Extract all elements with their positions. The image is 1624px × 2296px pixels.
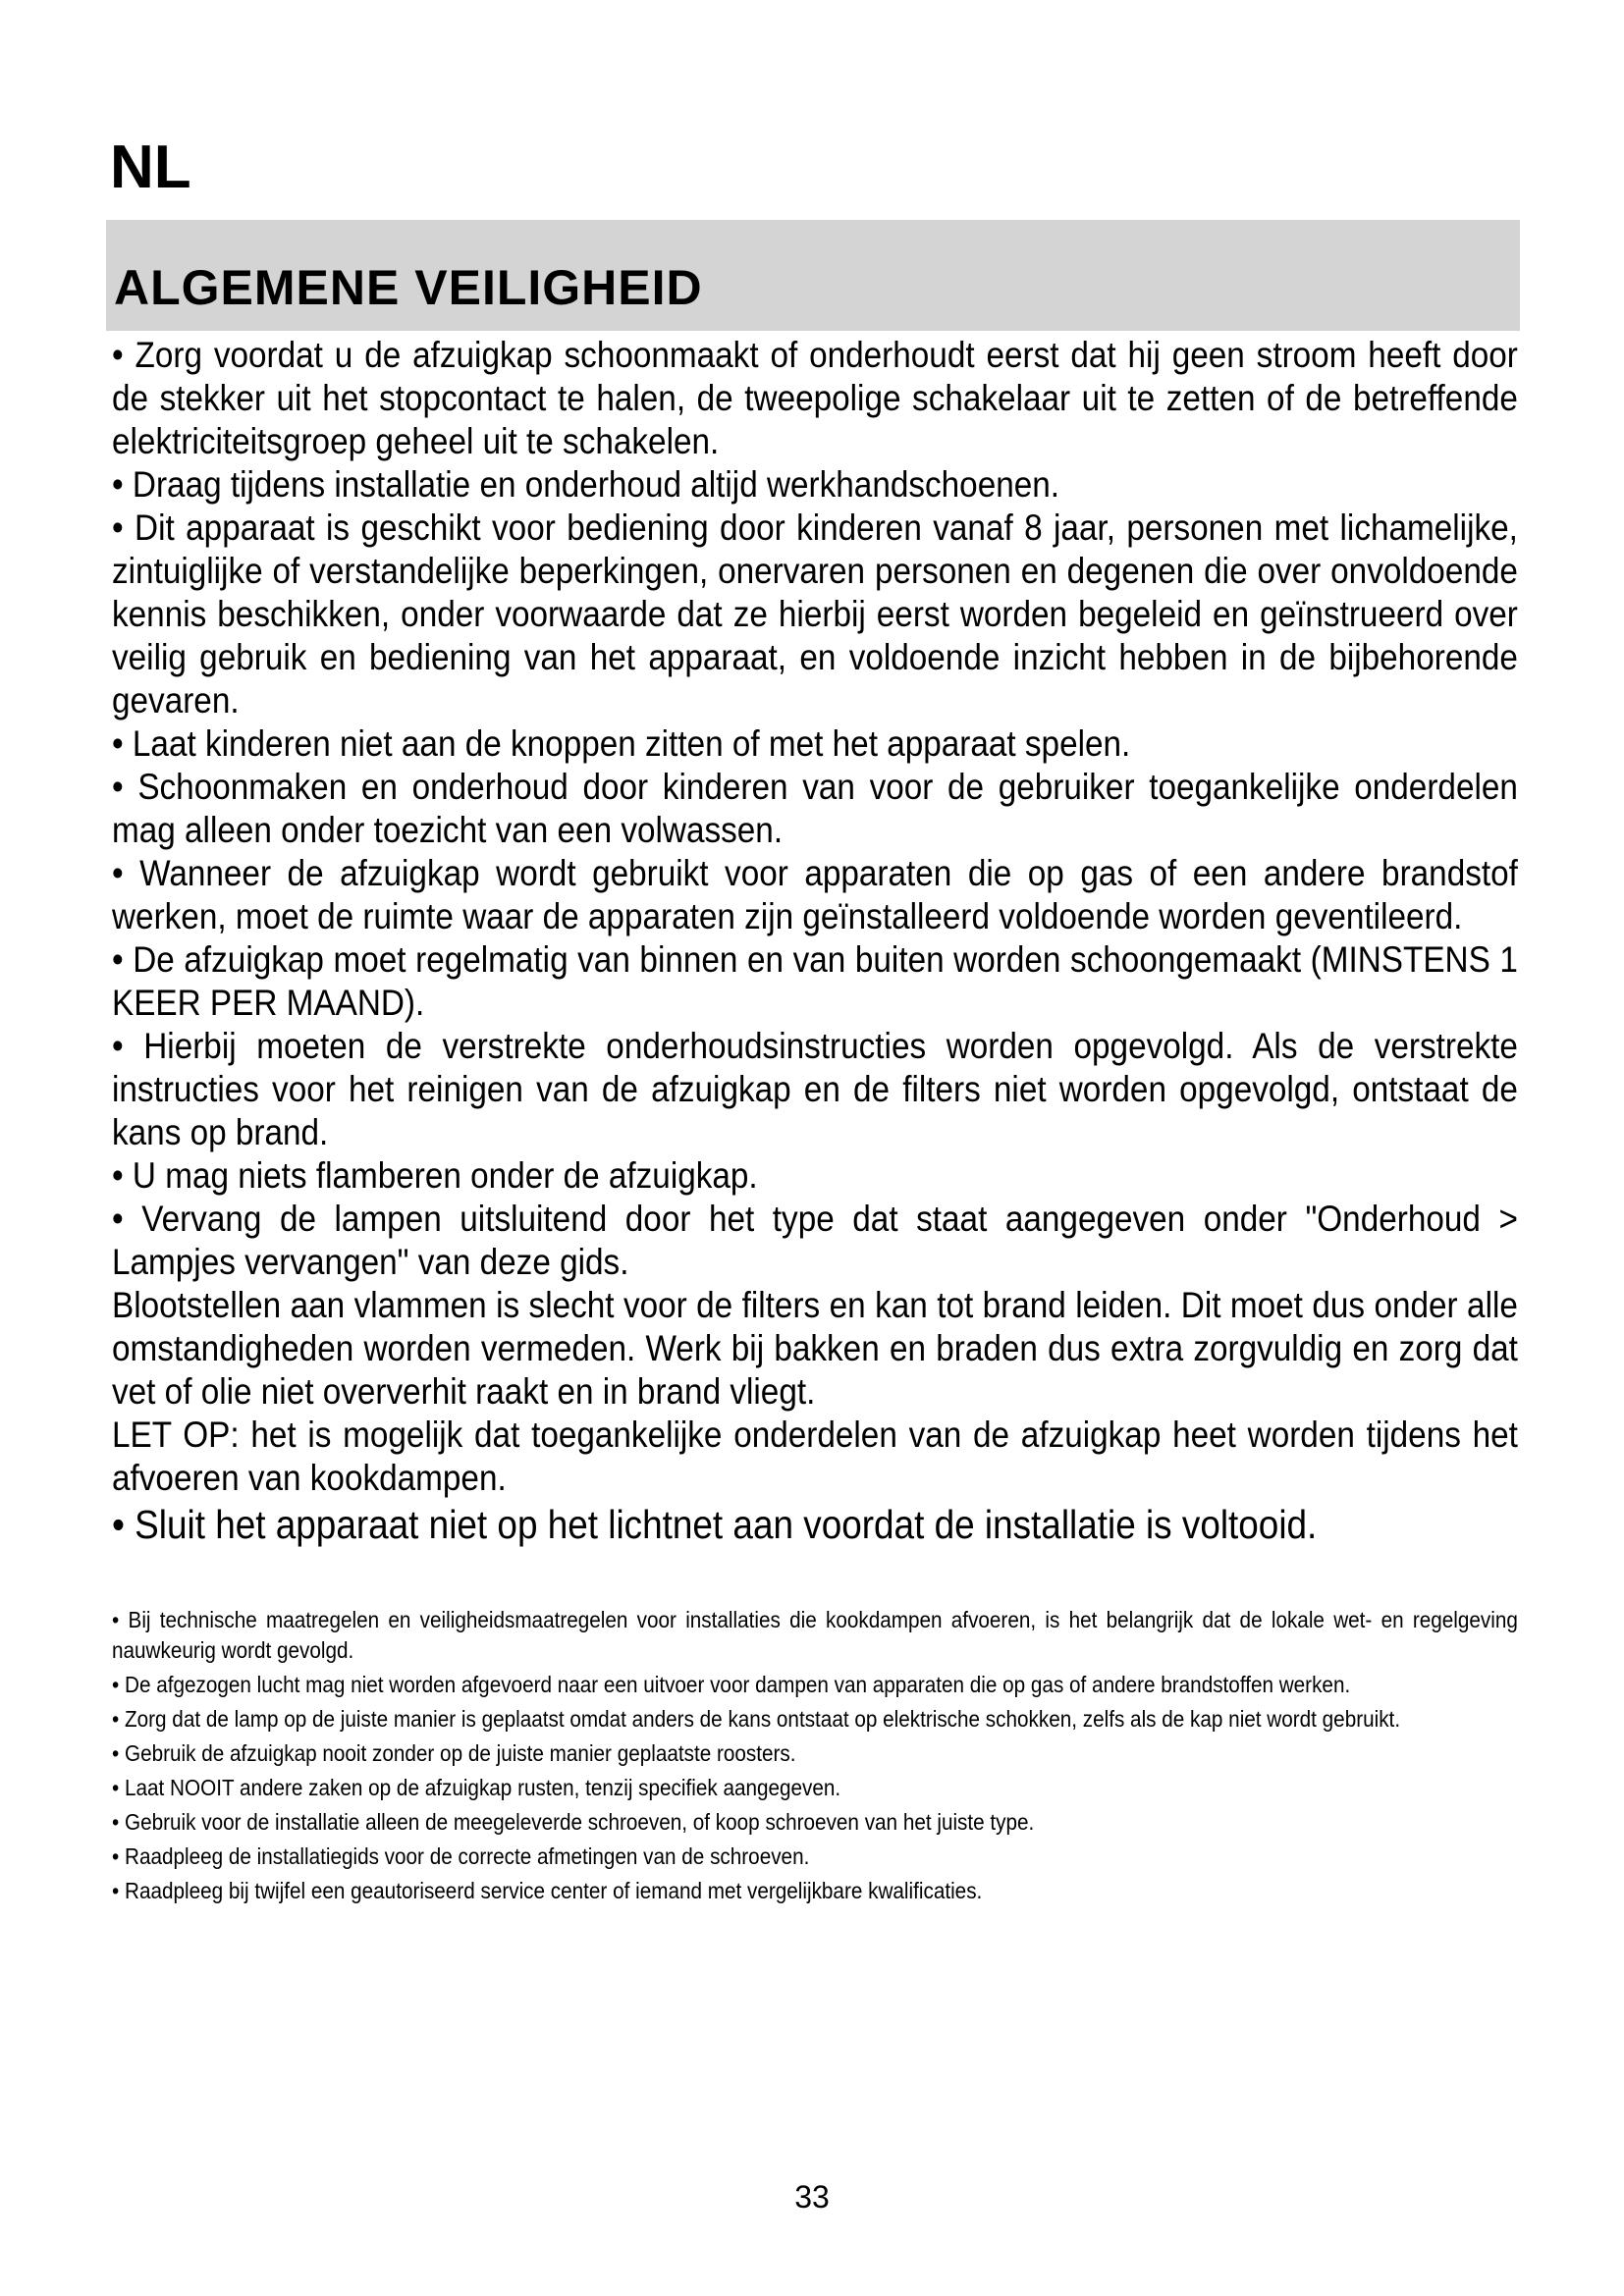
paragraph: • Laat kinderen niet aan de knoppen zitten of met het apparaat spelen.	[112, 723, 1131, 764]
small-paragraph: • Raadpleeg bij twijfel een geautoriseerd service center of iemand met vergelijkbare kwalificaties.	[112, 1878, 983, 1903]
paragraph: • Zorg voordat u de afzuigkap schoonmaakt of onderhoudt eerst dat hij geen stroom heeft door de stekker uit het stopcontact te halen, de tweepolige schakelaar uit te zetten of de betreffende elektriciteitsgroep geheel uit te schakelen.	[112, 335, 1518, 461]
paragraph: • Schoonmaken en onderhoud door kinderen van voor de gebruiker toegankelijke onderdelen mag alleen onder toezicht van een volwassen.	[112, 767, 1518, 850]
paragraph: Blootstellen aan vlammen is slecht voor de filters en kan tot brand leiden. Dit moet dus onder alle omstandigheden worden vermeden. Werk bij bakken en braden dus extra zorgvuldig en zorg dat vet of olie niet oververhit raakt en in brand vliegt.	[112, 1285, 1518, 1412]
paragraph: • U mag niets flamberen onder de afzuigkap.	[112, 1155, 758, 1196]
language-code: NL	[110, 133, 191, 201]
paragraph: • Draag tijdens installatie en onderhoud altijd werkhandschoenen.	[112, 464, 1060, 505]
small-paragraph: • Raadpleeg de installatiegids voor de correcte afmetingen van de schroeven.	[112, 1843, 810, 1869]
paragraph: • De afzuigkap moet regelmatig van binnen en van buiten worden schoongemaakt (MINSTENS 1 KEER PER MAAND).	[112, 939, 1518, 1023]
paragraph: • Dit apparaat is geschikt voor bediening door kinderen vanaf 8 jaar, personen met lichamelijke, zintuiglijke of verstandelijke beperkingen, onervaren personen en degenen die over onvoldoende kennis beschikken, onder voorwaarde dat ze hierbij eerst worden begeleid en geïnstrueerd over veilig gebruik en bediening van het apparaat, en voldoende inzicht hebben in de bijbehorende gevaren.	[112, 507, 1518, 721]
small-paragraph: • De afgezogen lucht mag niet worden afgevoerd naar een uitvoer voor dampen van apparaten die op gas of andere brandstoffen werken.	[112, 1672, 1351, 1697]
small-paragraph: • Gebruik de afzuigkap nooit zonder op de juiste manier geplaatste roosters.	[112, 1740, 796, 1766]
paragraph: LET OP: het is mogelijk dat toegankelijke onderdelen van de afzuigkap heet worden tijdens het afvoeren van kookdampen.	[112, 1415, 1518, 1498]
main-safety-text	[112, 334, 1518, 1549]
paragraph: • Hierbij moeten de verstrekte onderhoudsinstructies worden opgevolgd. Als de verstrekte instructies voor het reinigen van de afzuigkap en de filters niet worden opgevolgd, ontstaat de kans op brand.	[112, 1026, 1518, 1152]
section-heading: ALGEMENE VEILIGHEID	[114, 260, 703, 315]
page-number: 33	[794, 2179, 830, 2215]
paragraph: • Vervang de lampen uitsluitend door het type dat staat aangegeven onder "Onderhoud > Lampjes vervangen" van deze gids.	[112, 1199, 1518, 1282]
small-paragraph: • Zorg dat de lamp op de juiste manier is geplaatst omdat anders de kans ontstaat op elektrische schokken, zelfs als de kap niet wordt gebruikt.	[112, 1706, 1401, 1732]
emphasis-paragraph: • Sluit het apparaat niet op het lichtnet aan voordat de installatie is voltooid.	[112, 1502, 1318, 1547]
paragraph: • Wanneer de afzuigkap wordt gebruikt voor apparaten die op gas of een andere brandstof werken, moet de ruimte waar de apparaten zijn geïnstalleerd voldoende worden geventileerd.	[112, 853, 1518, 936]
small-paragraph: • Gebruik voor de installatie alleen de meegeleverde schroeven, of koop schroeven van het juiste type.	[112, 1809, 1035, 1835]
small-paragraph: • Laat NOOIT andere zaken op de afzuigkap rusten, tenzij specifiek aangegeven.	[112, 1775, 841, 1800]
small-print-text	[112, 1605, 1518, 1910]
small-paragraph: • Bij technische maatregelen en veiligheidsmaatregelen voor installaties die kookdampen afvoeren, is het belangrijk dat de lokale wet- en regelgeving nauwkeurig wordt gevolgd.	[112, 1607, 1518, 1663]
